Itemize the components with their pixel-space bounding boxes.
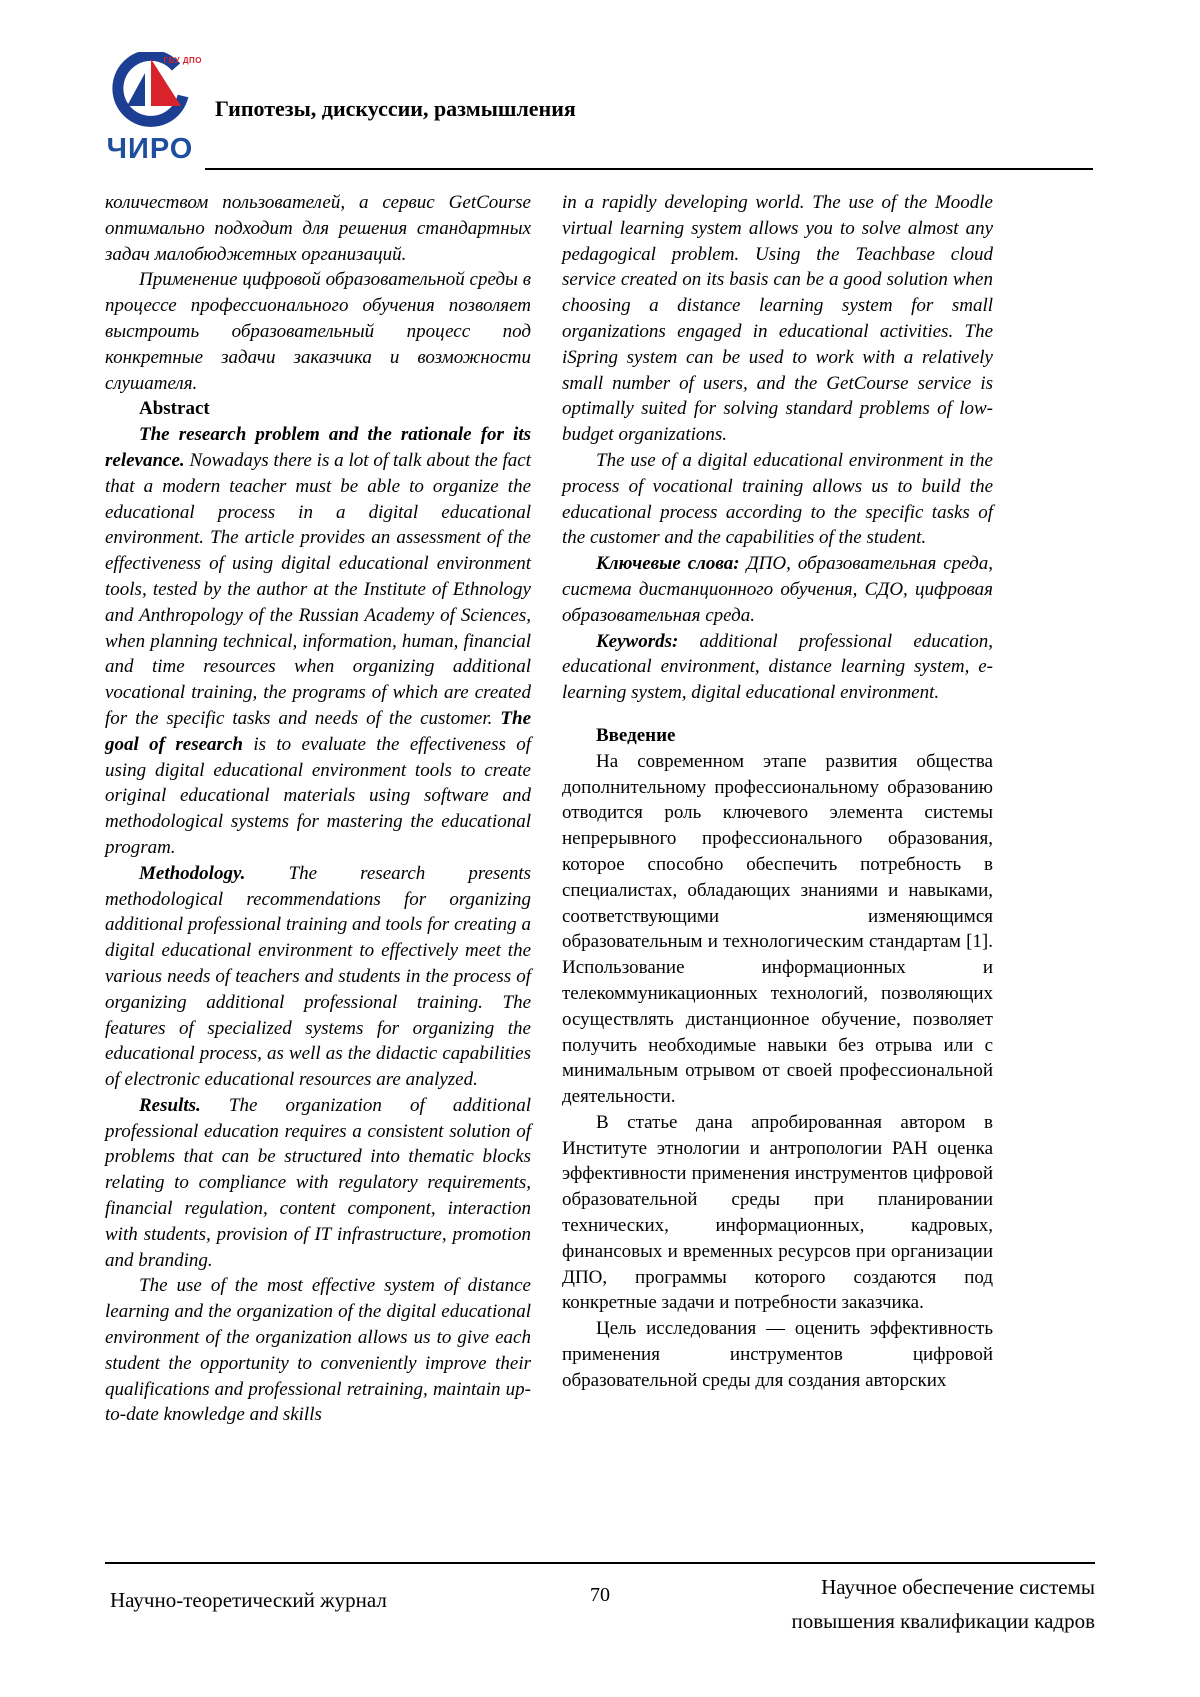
goal-of-research-lead: The goal of research (105, 707, 532, 755)
abstract-methodology-paragraph (105, 861, 531, 1093)
footer-right-text (791, 1570, 1095, 1638)
logo-caption: ГБУ ДПО (163, 56, 202, 65)
annotation-paragraph-ru: Применение цифровой образовательной среды в процессе профессионального обучения позволяет выстроить образовательный процесс под конкретные задачи заказчика и возможности слушателя. (105, 269, 531, 394)
abstract-final-paragraph-en: The use of a digital educational environment in the process of vocational training allows us to build the educational process according to the specific tasks of the customer and the capabilities of the student. (562, 449, 993, 549)
continuation-paragraph-en: in a rapidly developing world. The use of the Moodle virtual learning system allows you to solve almost any pedagogical problem. Using the Teachbase cloud service created on its basis can be a good solution when choosing a distance learning system for small organizations engaged in educational activities. The iSpring system can be used to work with a relatively small number of users, and the GetCourse service is optimally suited for solving standard problems of low-budget organizations. (562, 192, 993, 446)
header-rule (205, 168, 1093, 170)
keywords-en-paragraph (562, 629, 993, 706)
footer-right-line-2: повышения квалификации кадров (791, 1609, 1095, 1633)
footer-rule (105, 1562, 1095, 1564)
introduction-paragraph-1: На современном этапе развития общества дополнительному профессиональному образованию отводится роль ключевого элемента системы непрерывного профессионального образования, которое способно обеспечить потребность в специалистах, обладающих знаниями и навыками, соответствующими изменяющимся образовательным и технологическим стандартам [1]. Использование информационных и телекоммуникационных технологий, позволяющих осуществлять дистанционное обучение, позволяет получить необходимые навыки без отрыва или с минимальным отрывом от своей профессиональной деятельности. (562, 750, 993, 1108)
page-footer (0, 1556, 1200, 1697)
introduction-heading: Введение (596, 724, 676, 746)
abstract-results-paragraph (105, 1093, 531, 1274)
research-problem-lead: The research problem and the rationale for its relevance. (105, 424, 531, 471)
section-title: Гипотезы, дискуссии, размышления (215, 96, 576, 121)
chiro-logo-text: ЧИРО (106, 133, 194, 165)
keywords-en-body: additional professional education, educational environment, distance learning system, e-learning system, digital educational environment. (562, 630, 993, 704)
keywords-ru-lead: Ключевые слова: (596, 553, 740, 575)
keywords-ru-paragraph (562, 551, 993, 628)
methodology-lead: Methodology. (139, 862, 246, 884)
chiro-logo (100, 52, 200, 164)
footer-right-line-1: Научное обеспечение системы (821, 1575, 1095, 1599)
right-column (562, 190, 993, 1394)
footer-journal-name: Научно-теоретический журнал (110, 1588, 387, 1612)
continuation-paragraph-ru: количеством пользователей, а сервис GetCourse оптимально подходит для решения стандартных задач малобюджетных организаций. (105, 192, 531, 265)
research-body-1: Nowadays there is a lot of talk about the fact that a modern teacher must be able to organize the educational process in a digital educational environment. The article provides an assessment of the effectiveness of using digital educational environment tools, tested by the author at the Institute of Ethnology and Anthropology of the Russian Academy of Sciences, when planning technical, information, human, financial and time resources when organizing additional vocational training, the programs of which are created for the specific tasks and needs of the customer. (105, 449, 531, 729)
page-number: 70 (590, 1584, 610, 1606)
results-body: The organization of additional professional education requires a consistent solution of problems that can be structured into thematic blocks relating to compliance with regulatory requirements, financial regulation, content component, interaction with students, provision of IT infrastructure, promotion and branding. (105, 1094, 531, 1271)
methodology-body: The research presents methodological recommendations for organizing additional professional training and tools for creating a digital educational environment to effectively meet the various needs of teachers and students in the process of organizing additional professional training. The features of specialized systems for organizing the educational process, as well as the didactic capabilities of electronic educational resources are analyzed. (105, 862, 531, 1091)
keywords-en-lead: Keywords: (596, 630, 679, 652)
keywords-ru-body: ДПО, образовательная среда, система дистанционного обучения, СДО, цифровая образовательная среда. (562, 553, 993, 626)
results-lead: Results. (139, 1094, 201, 1116)
abstract-heading: Abstract (139, 398, 210, 420)
research-body-2: is to evaluate the effectiveness of using digital educational environment tools to create original educational materials using software and methodological systems for mastering the educational program. (105, 733, 532, 858)
abstract-closing-paragraph: The use of the most effective system of distance learning and the organization of the digital educational environment of the organization allows us to give each student the opportunity to conveniently improve their qualifications and professional retraining, maintain up-to-date knowledge and skills (105, 1275, 531, 1426)
introduction-paragraph-3: Цель исследования — оценить эффективность применения инструментов цифровой образовательной среды для создания авторских (562, 1318, 993, 1391)
abstract-research-paragraph (105, 422, 531, 861)
introduction-paragraph-2: В статье дана апробированная автором в Институте этнологии и антропологии РАН оценка эффективности применения инструментов цифровой образовательной среды при планировании технических, информационных, кадровых, финансовых и временных ресурсов при организации ДПО, программы которого создаются под конкретные задачи и потребности заказчика. (562, 1111, 993, 1314)
left-column (105, 190, 531, 1428)
